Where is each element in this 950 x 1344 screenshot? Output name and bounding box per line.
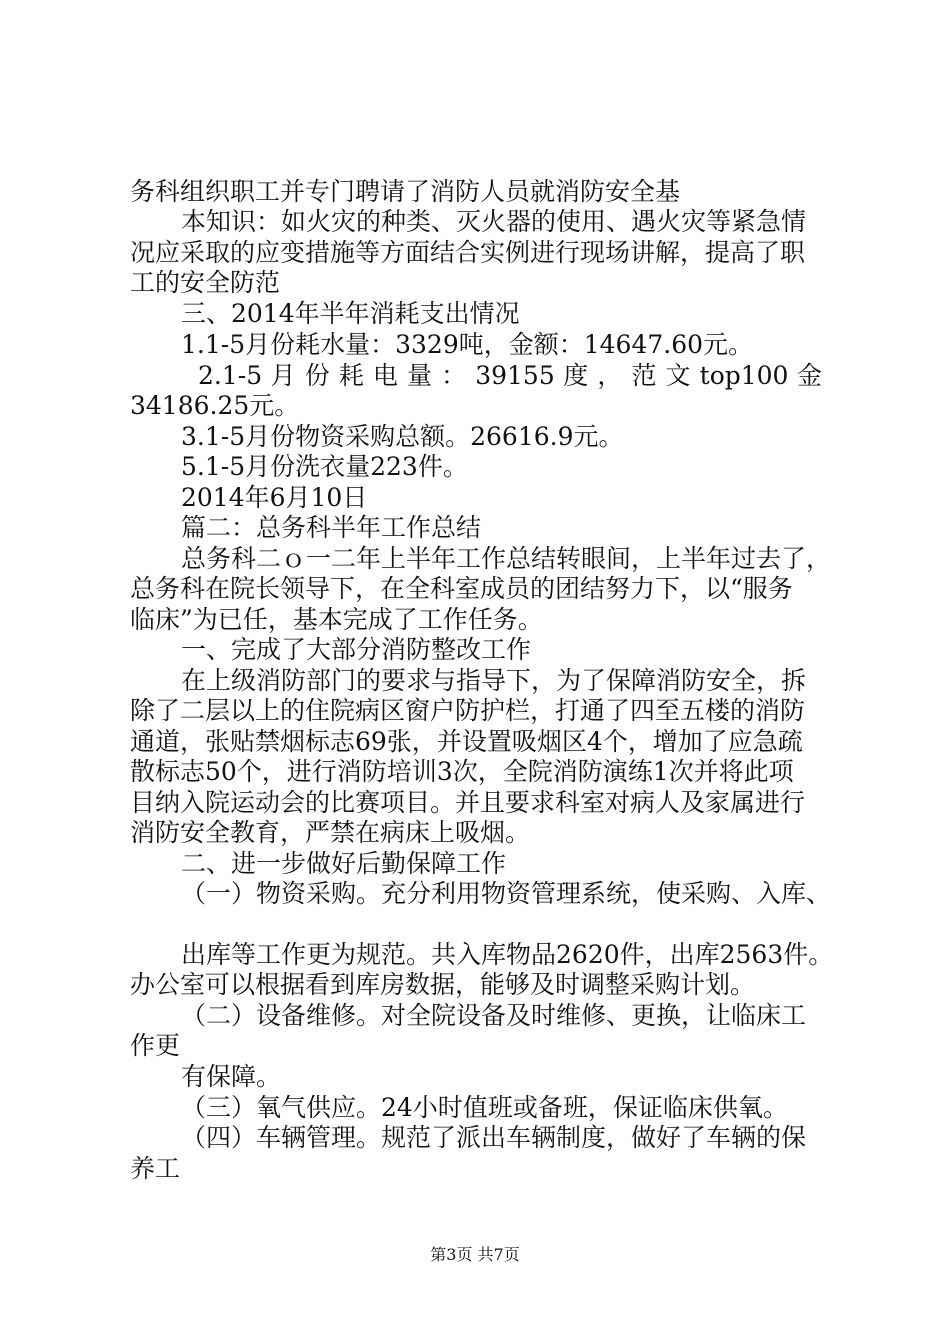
text-line: 本知识：如火灾的种类、灭火器的使用、遇火灾等紧急情 xyxy=(181,207,807,236)
text-line: 5.1-5月份洗衣量223件。 xyxy=(181,452,468,481)
text-line: （三）氧气供应。24小时值班或备班，保证临床供氧。 xyxy=(181,1093,788,1122)
text-line: 总务科二ｏ一二年上半年工作总结转眼间，上半年过去了， xyxy=(181,544,832,573)
text-line: 况应采取的应变措施等方面结合实例进行现场讲解，提高了职 xyxy=(130,238,806,267)
text-line: 2.1-5 月 份 耗 电 量 ： 39155 度 ， 范 文 top100 金 xyxy=(198,361,822,390)
text-line: 34186.25元。 xyxy=(130,391,300,420)
text-line: 临床”为已任，基本完成了工作任务。 xyxy=(130,605,543,634)
text-line: 目纳入院运动会的比赛项目。并且要求科室对病人及家属进行 xyxy=(130,788,806,817)
text-line: 3.1-5月份物资采购总额。26616.9元。 xyxy=(181,422,624,451)
text-line: 养工 xyxy=(130,1154,181,1183)
text-line: 务科组织职工并专门聘请了消防人员就消防安全基 xyxy=(130,177,681,206)
article-title: 篇二：总务科半年工作总结 xyxy=(181,513,482,542)
text-line: 出库等工作更为规范。共入库物品2620件，出库2563件。 xyxy=(181,940,834,969)
text-line: 通道，张贴禁烟标志69张，并设置吸烟区4个，增加了应急疏 xyxy=(130,727,803,756)
text-line: 作更 xyxy=(130,1031,181,1060)
date-line: 2014年6月10日 xyxy=(181,483,368,512)
text-line: 办公室可以根据看到库房数据，能够及时调整采购计划。 xyxy=(130,970,756,999)
page-number: 第3页 共7页 xyxy=(430,1245,520,1264)
section-heading: 二、进一步做好后勤保障工作 xyxy=(181,849,507,878)
text-line: （一）物资采购。充分利用物资管理系统，使采购、入库、 xyxy=(181,879,832,908)
text-line: （四）车辆管理。规范了派出车辆制度，做好了车辆的保 xyxy=(181,1123,807,1152)
text-line: 有保障。 xyxy=(181,1062,282,1091)
section-heading: 三、2014年半年消耗支出情况 xyxy=(181,299,520,328)
page-footer xyxy=(0,1245,950,1265)
text-line: 在上级消防部门的要求与指导下，为了保障消防安全，拆 xyxy=(181,666,807,695)
text-line: 散标志50个，进行消防培训3次，全院消防演练1次并将此项 xyxy=(130,757,794,786)
text-line: 消防安全教育，严禁在病床上吸烟。 xyxy=(130,818,531,847)
text-line: 工的安全防范 xyxy=(130,268,281,297)
text-line: （二）设备维修。对全院设备及时维修、更换，让临床工 xyxy=(181,1001,807,1030)
section-heading: 一、完成了大部分消防整改工作 xyxy=(181,635,532,664)
text-line: 1.1-5月份耗水量：3329吨，金额：14647.60元。 xyxy=(181,330,754,359)
text-line: 除了二层以上的住院病区窗户防护栏，打通了四至五楼的消防 xyxy=(130,696,806,725)
text-line: 总务科在院长领导下，在全科室成员的团结努力下，以“服务 xyxy=(130,574,793,603)
